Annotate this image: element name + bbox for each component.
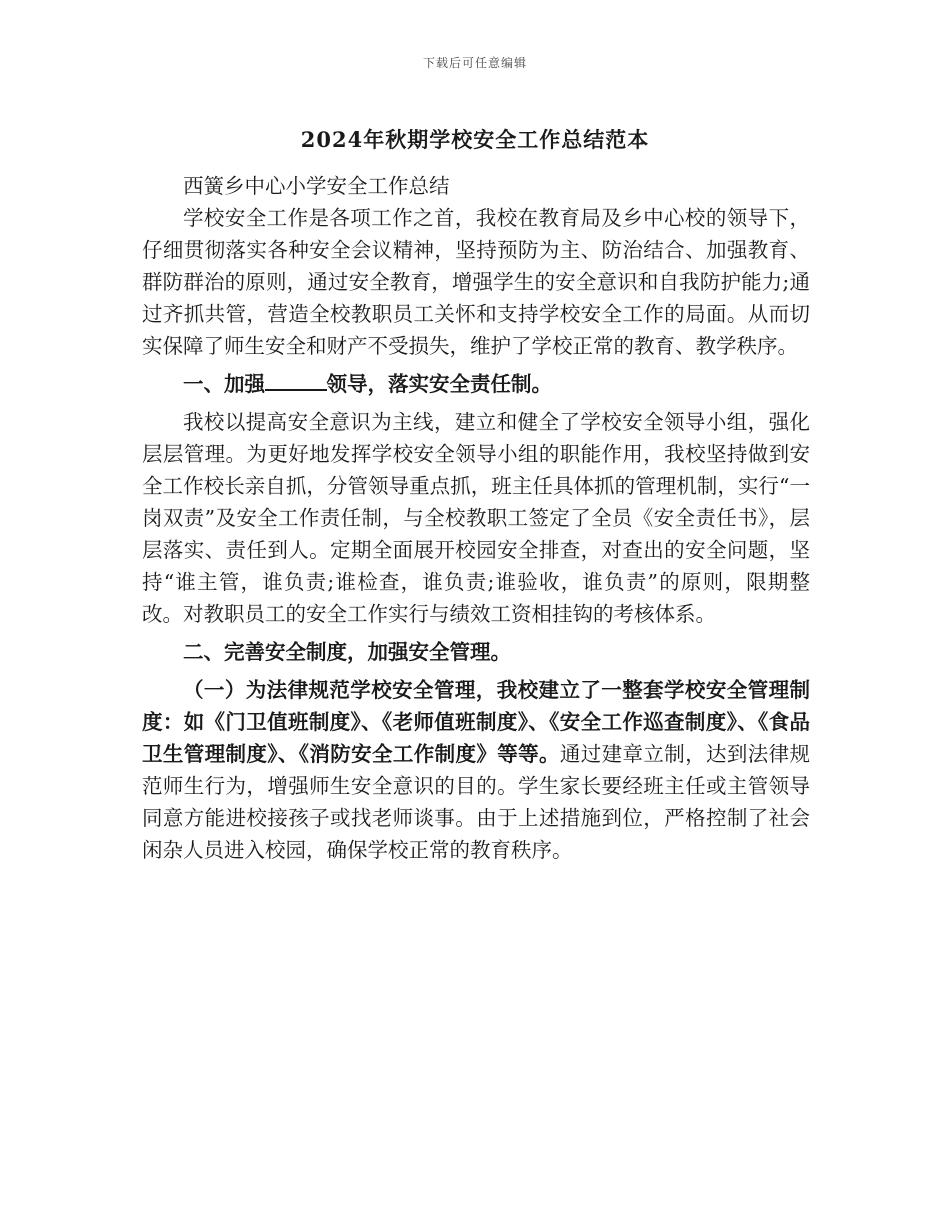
section1-paragraph: 我校以提高安全意识为主线，建立和健全了学校安全领导小组，强化层层管理。为更好地发挥学校安全领导小组的职能作用，我校坚持做到安全工作校长亲自抓，分管领导重点抓，班主任具体抓的管理机制，实行“一岗双责”及安全工作责任制，与全校教职工签定了全员《安全责任书》，层层落实、责任到人。定期全面展开校园安全排查，对查出的安全问题，坚持“谁主管，谁负责;谁检查，谁负责;谁验收，谁负责”的原则，限期整改。对教职员工的安全工作实行与绩效工资相挂钩的考核体系。 (142, 410, 810, 626)
section2-sub1-paragraph (142, 674, 810, 866)
document-subtitle: 西簧乡中心小学安全工作总结 (183, 174, 450, 198)
section2-sub1-rest: 通过建章立制，达到法律规范师生行为，增强师生安全意识的目的。学生家长要经班主任或主管领导同意方能进校接孩子或找老师谈事。由于上述措施到位，严格控制了社会闲杂人员进入校园，确保学校正常的教育秩序。 (142, 742, 810, 862)
section1-heading-after: 领导，落实安全责任制。 (326, 372, 552, 396)
intro-paragraph: 学校安全工作是各项工作之首，我校在教育局及乡中心校的领导下，仔细贯彻落实各种安全会议精神，坚持预防为主、防治结合、加强教育、群防群治的原则，通过安全教育，增强学生的安全意识和自我防护能力;通过齐抓共管，营造全校教职员工关怀和支持学校安全工作的局面。从而切实保障了师生安全和财产不受损失，维护了学校正常的教育、教学秩序。 (142, 206, 810, 358)
section2-heading: 二、完善安全制度，加强安全管理。 (183, 640, 511, 664)
section2-sub1-bold: （一）为法律规范学校安全管理，我校建立了一整套学校安全管理制度：如《门卫值班制度》、《老师值班制度》、《安全工作巡查制度》、《食品卫生管理制度》、《消防安全工作制度》等等。 (142, 678, 810, 766)
section1-heading-before: 一、加强 (183, 372, 265, 396)
document-title: 2024年秋期学校安全工作总结范本 (300, 127, 650, 152)
blank-underline (265, 371, 327, 391)
header-note: 下载后可任意编辑 (422, 56, 527, 70)
document-body (142, 170, 810, 866)
section1-heading (142, 368, 810, 400)
